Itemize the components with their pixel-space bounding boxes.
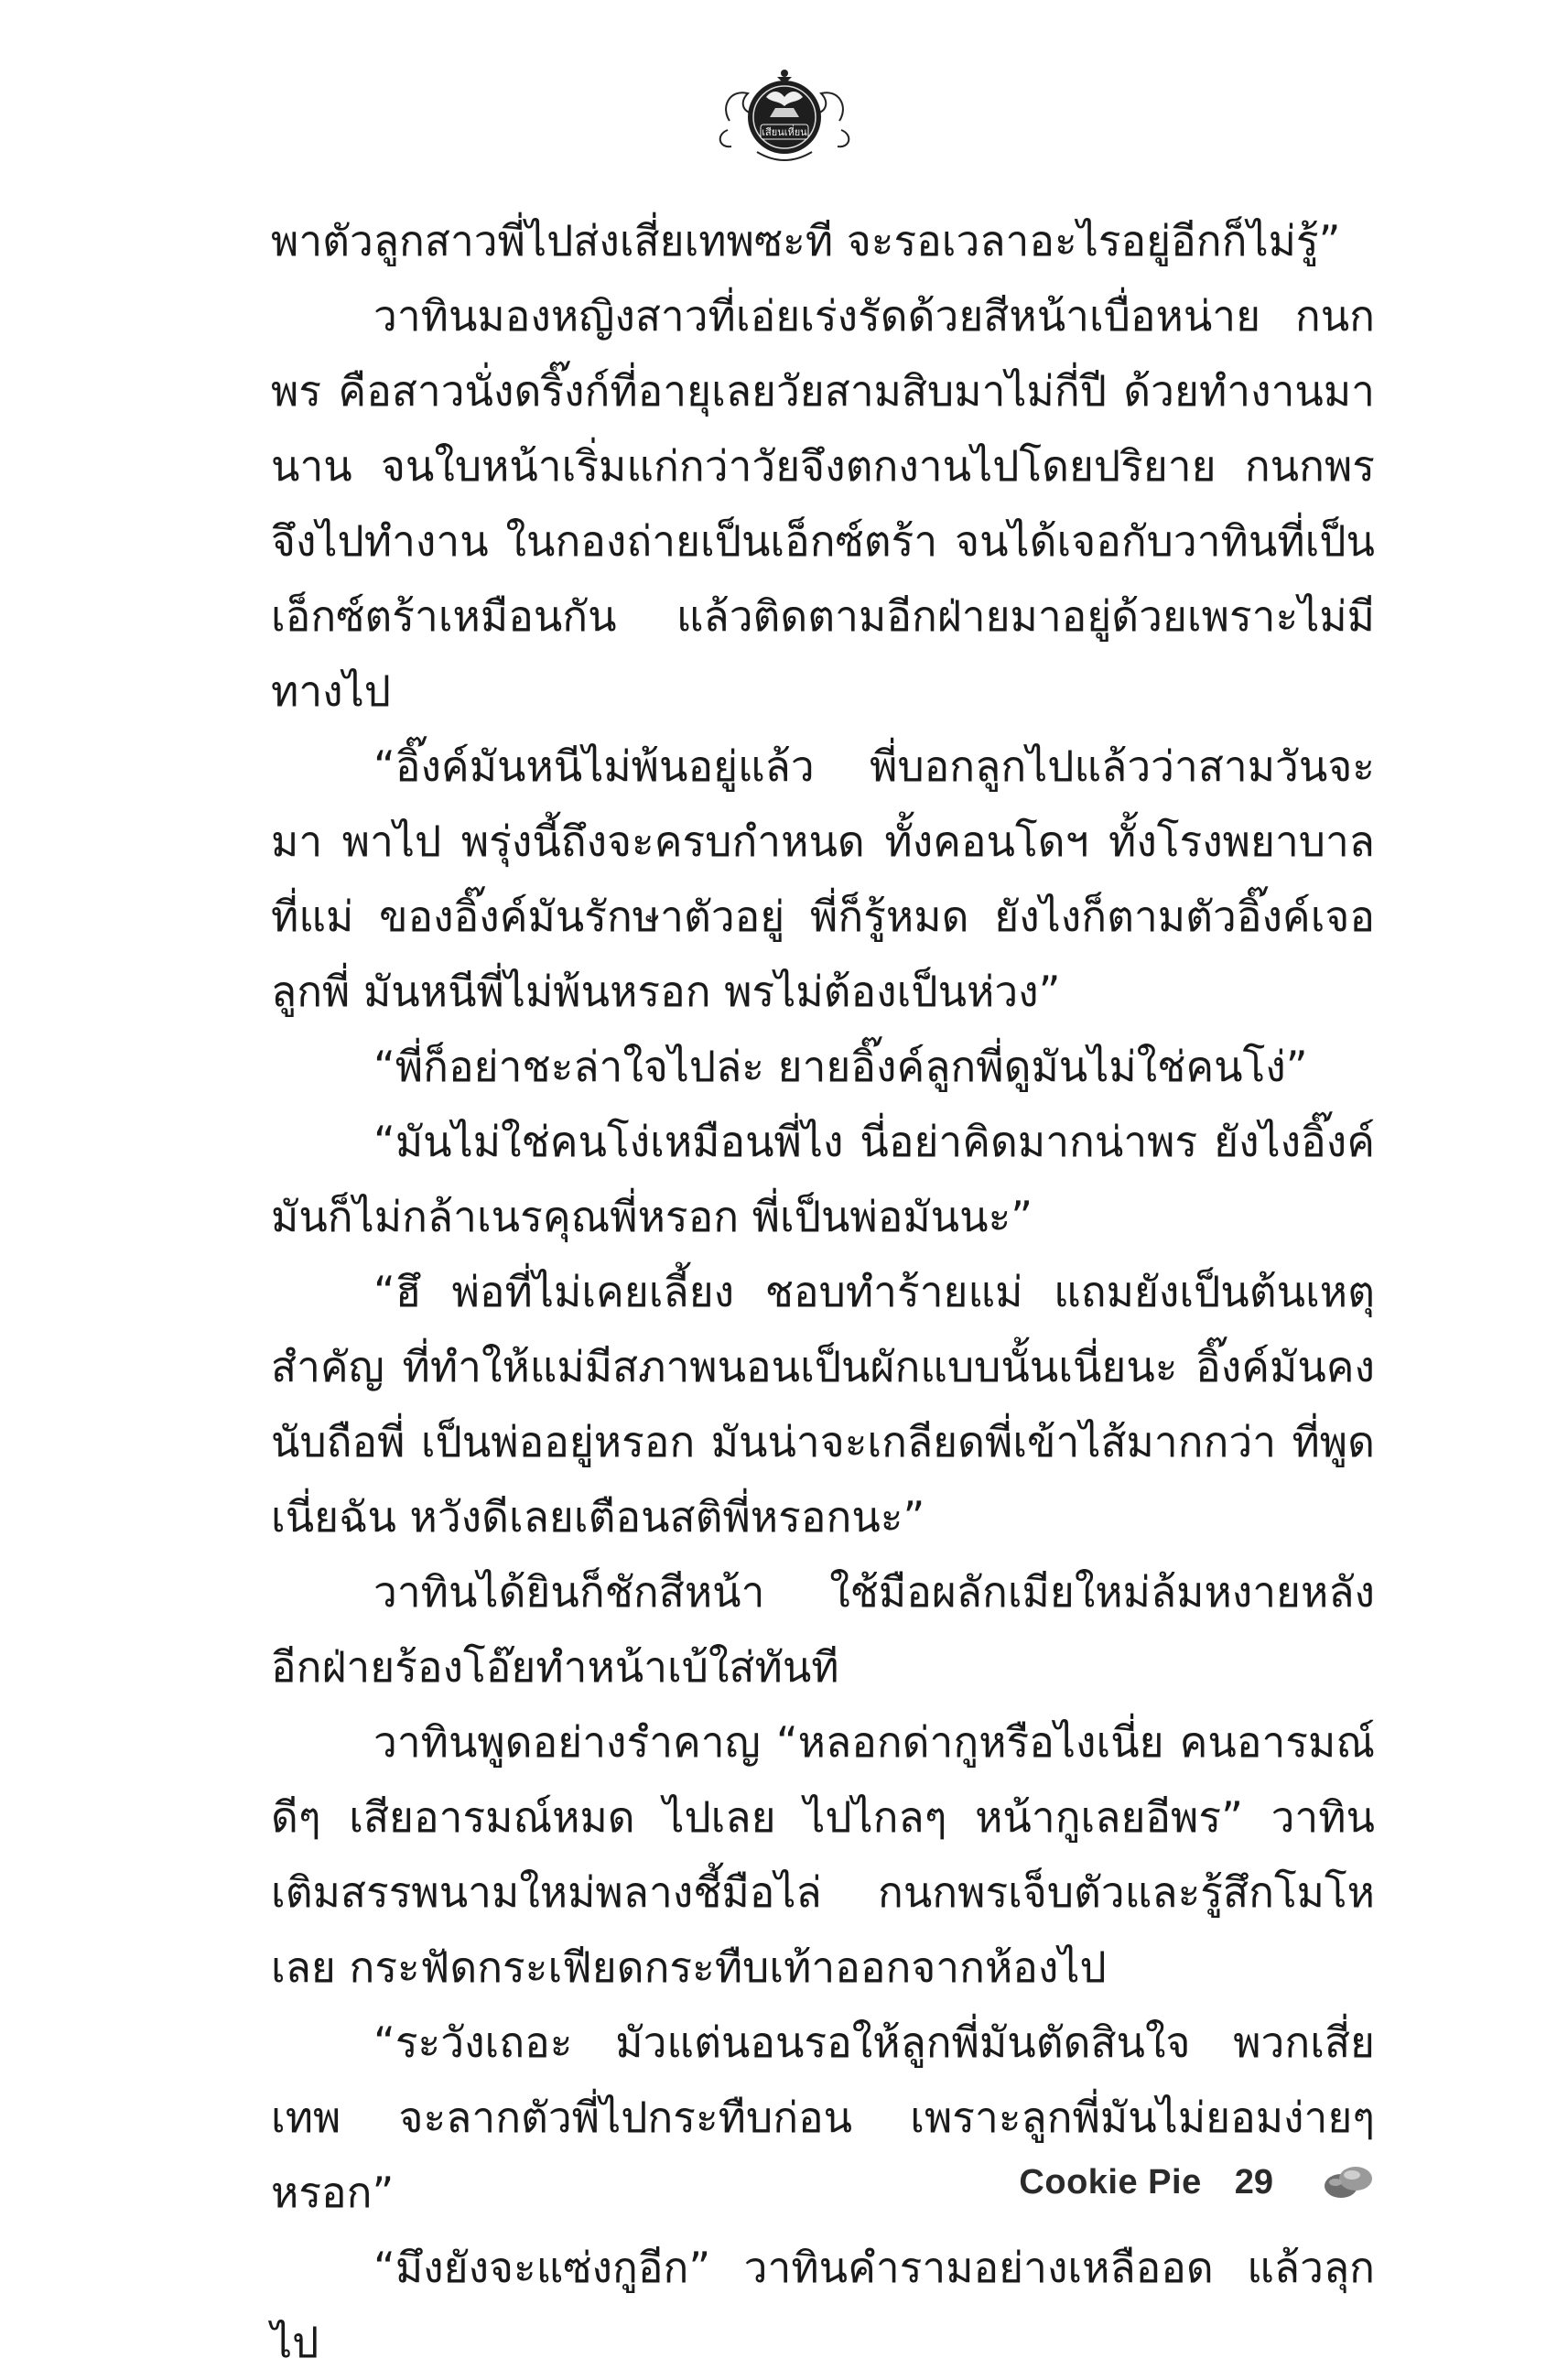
paragraph: วาทินพูดอย่างรำคาญ “หลอกด่ากูหรือไงเนี่ย คนอารมณ์ดีๆ เสียอารมณ์หมด ไปเลย ไปไกลๆ หน้ากูเลยอีพร” วาทิน เติมสรรพนามใหม่พลางชี้มือไล่ กนกพรเจ็บตัวและรู้สึกโมโห เลย กระฟัดกระเฟียดกระทืบเท้าออกจากห้องไป	[271, 1717, 1375, 1992]
paragraph: วาทินมองหญิงสาวที่เอ่ยเร่งรัดด้วยสีหน้าเบื่อหน่าย กนกพร คือสาวนั่งดริ๊งก์ที่อายุเลยวัยสามสิบมาไม่กี่ปี ด้วยทำงานมานาน จนใบหน้าเริ่มแก่กว่าวัยจึงตกงานไปโดยปริยาย กนกพรจึงไปทำงาน ในกองถ่ายเป็นเอ็กซ์ตร้า จนได้เจอกับวาทินที่เป็นเอ็กซ์ตร้าเหมือนกัน แล้วติดตามอีกฝ่ายมาอยู่ด้วยเพราะไม่มีทางไป	[271, 291, 1375, 716]
paragraph: “มันไม่ใช่คนโง่เหมือนพี่ไง นี่อย่าคิดมากน่าพร ยังไงอิ๊งค์ มันก็ไม่กล้าเนรคุณพี่หรอก พี่เป็นพ่อมันนะ”	[271, 1117, 1375, 1241]
page-number: 29	[1234, 2162, 1273, 2202]
paragraph: “มึงยังจะแซ่งกูอีก” วาทินคำรามอย่างเหลืออด แล้วลุกไป	[271, 2243, 1375, 2367]
paragraph: “ฮึ พ่อที่ไม่เคยเลี้ยง ชอบทำร้ายแม่ แถมยังเป็นต้นเหตุสำคัญ ที่ทำให้แม่มีสภาพนอนเป็นผักแบบนั้นเนี่ยนะ อิ๊งค์มันคงนับถือพี่ เป็นพ่ออยู่หรอก มันน่าจะเกลียดพี่เข้าไส้มากกว่า ที่พูดเนี่ยฉัน หวังดีเลยเตือนสติพี่หรอกนะ”	[271, 1267, 1375, 1542]
paragraph: “พี่ก็อย่าชะล่าใจไปล่ะ ยายอิ๊งค์ลูกพี่ดูมันไม่ใช่คนโง่”	[373, 1042, 1308, 1091]
paragraph: วาทินได้ยินก็ชักสีหน้า ใช้มือผลักเมียใหม่ล้มหงายหลัง อีกฝ่ายร้องโอ๊ยทำหน้าเบ้ใส่ทันที	[271, 1567, 1375, 1692]
paragraph: “อิ๊งค์มันหนีไม่พ้นอยู่แล้ว พี่บอกลูกไปแล้วว่าสามวันจะมา พาไป พรุ่งนี้ถึงจะครบกำหนด ทั้งคอนโดฯ ทั้งโรงพยาบาลที่แม่ ของอิ๊งค์มันรักษาตัวอยู่ พี่ก็รู้หมด ยังไงก็ตามตัวอิ๊งค์เจอ ลูกพี่ มันหนีพี่ไม่พ้นหรอก พรไม่ต้องเป็นห่วง”	[271, 741, 1375, 1016]
cookie-pie-icon	[1321, 2162, 1376, 2202]
page-footer	[1019, 2162, 1376, 2202]
story-body	[271, 203, 1375, 2380]
ornamental-seal-icon	[711, 57, 858, 167]
publisher-title: Cookie Pie	[1019, 2162, 1202, 2202]
svg-text:เสียนเหี่ยน: เสียนเหี่ยน	[761, 126, 807, 138]
paragraph: พาตัวลูกสาวพี่ไปส่งเสี่ยเทพซะที จะรอเวลาอะไรอยู่อีกก็ไม่รู้”	[271, 216, 1341, 265]
paragraph: “ระวังเถอะ มัวแต่นอนรอให้ลูกพี่มันตัดสินใจ พวกเสี่ยเทพ จะลากตัวพี่ไปกระทืบก่อน เพราะลูกพี่มันไม่ยอมง่ายๆ หรอก”	[271, 2018, 1375, 2217]
page-header	[0, 57, 1568, 167]
